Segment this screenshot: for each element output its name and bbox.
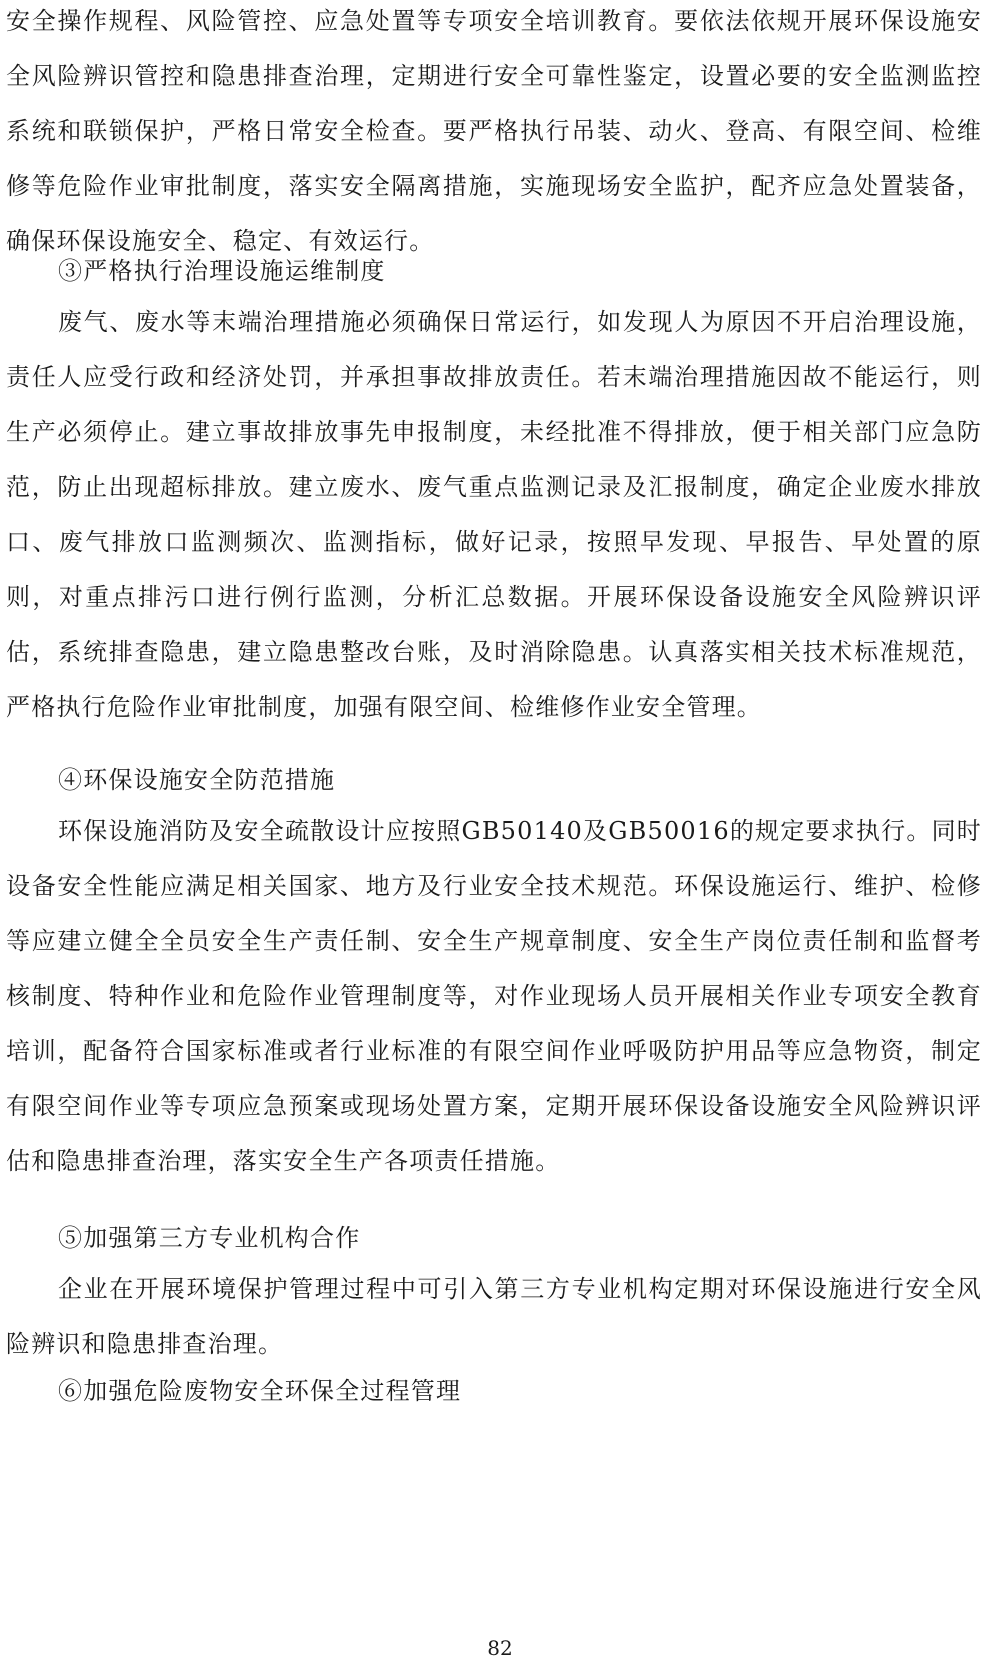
section-body-5: 企业在开展环境保护管理过程中可引入第三方专业机构定期对环保设施进行安全风险辨识和隐患排查治理。 bbox=[6, 1275, 982, 1358]
section-body-3: 废气、废水等末端治理措施必须确保日常运行，如发现人为原因不开启治理设施，责任人应受行政和经济处罚，并承担事故排放责任。若末端治理措施因故不能运行，则生产必须停止。建立事故排放事先申报制度，未经批准不得排放，便于相关部门应急防范，防止出现超标排放。建立废水、废气重点监测记录及汇报制度，确定企业废水排放口、废气排放口监测频次、监测指标，做好记录，按照早发现、早报告、早处置的原则，对重点排污口进行例行监测，分析汇总数据。开展环保设备设施安全风险辨识评估，系统排查隐患，建立隐患整改台账，及时消除隐患。认真落实相关技术标准规范，严格执行危险作业审批制度，加强有限空间、检维修作业安全管理。 bbox=[6, 308, 982, 721]
section-heading-6: ⑥加强危险废物安全环保全过程管理 bbox=[58, 1377, 462, 1405]
section-body-4: 环保设施消防及安全疏散设计应按照GB50140及GB50016的规定要求执行。同时设备安全性能应满足相关国家、地方及行业安全技术规范。环保设施运行、维护、检修等应建立健全全员安全生产责任制、安全生产规章制度、安全生产岗位责任制和监督考核制度、特种作业和危险作业管理制度等，对作业现场人员开展相关作业专项安全教育培训，配备符合国家标准或者行业标准的有限空间作业呼吸防护用品等应急物资，制定有限空间作业等专项应急预案或现场处置方案，定期开展环保设备设施安全风险辨识评估和隐患排查治理，落实安全生产各项责任措施。 bbox=[6, 817, 982, 1175]
section-heading-3: ③严格执行治理设施运维制度 bbox=[58, 257, 386, 285]
page-number: 82 bbox=[487, 1636, 513, 1660]
section-heading-4: ④环保设施安全防范措施 bbox=[58, 766, 336, 794]
intro-paragraph: 安全操作规程、风险管控、应急处置等专项安全培训教育。要依法依规开展环保设施安全风险辨识管控和隐患排查治理，定期进行安全可靠性鉴定，设置必要的安全监测监控系统和联锁保护，严格日常安全检查。要严格执行吊装、动火、登高、有限空间、检维修等危险作业审批制度，落实安全隔离措施，实施现场安全监护，配齐应急处置装备，确保环保设施安全、稳定、有效运行。 bbox=[6, 7, 982, 255]
document-page bbox=[6, 0, 986, 1667]
section-heading-5: ⑤加强第三方专业机构合作 bbox=[58, 1224, 361, 1252]
